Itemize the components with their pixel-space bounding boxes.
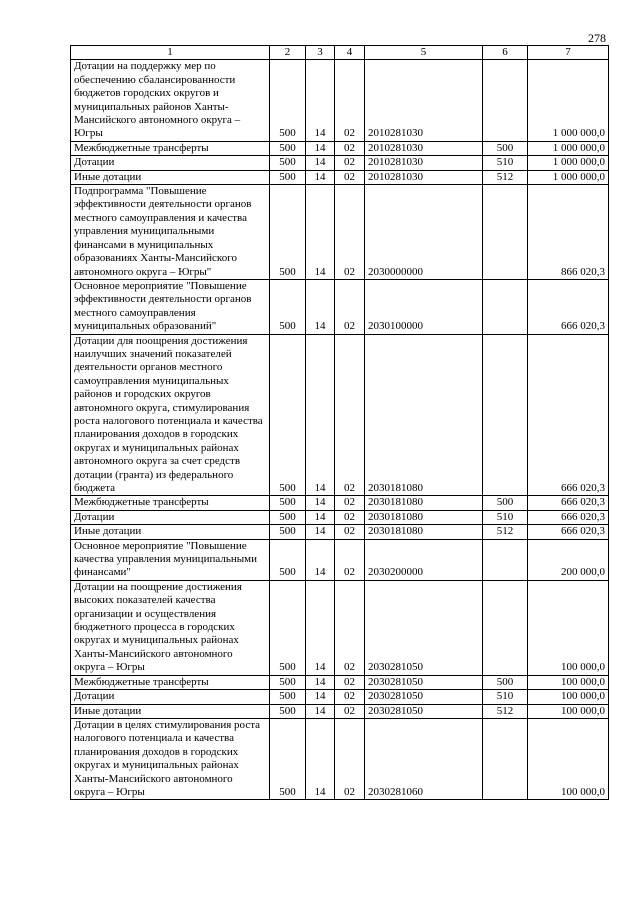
row-subsection-cell: 02 <box>335 141 365 155</box>
row-subsection-cell: 02 <box>335 704 365 718</box>
row-amount-cell: 1 000 000,0 <box>528 141 609 155</box>
row-name-cell: Основное мероприятие "Повышение эффективности деятельности органов местного самоуправления муниципальных образований" <box>71 279 270 334</box>
table-row <box>71 496 609 510</box>
row-target-code-cell: 2010281030 <box>365 170 483 184</box>
row-subsection-cell: 02 <box>335 156 365 170</box>
row-expense-type-cell <box>483 539 528 580</box>
row-amount-cell: 200 000,0 <box>528 539 609 580</box>
row-section-cell: 14 <box>306 141 335 155</box>
table-row <box>71 141 609 155</box>
row-subsection-cell: 02 <box>335 60 365 141</box>
row-section-cell: 14 <box>306 718 335 799</box>
row-amount-cell: 100 000,0 <box>528 675 609 689</box>
row-code-cell: 500 <box>270 539 306 580</box>
column-header: 7 <box>528 46 609 60</box>
row-code-cell: 500 <box>270 580 306 675</box>
row-amount-cell: 1 000 000,0 <box>528 170 609 184</box>
row-amount-cell: 666 020,3 <box>528 334 609 496</box>
row-expense-type-cell: 500 <box>483 141 528 155</box>
row-code-cell: 500 <box>270 690 306 704</box>
row-amount-cell: 666 020,3 <box>528 279 609 334</box>
row-section-cell: 14 <box>306 539 335 580</box>
row-expense-type-cell: 510 <box>483 156 528 170</box>
row-name-cell: Дотации <box>71 156 270 170</box>
table-row <box>71 510 609 524</box>
row-subsection-cell: 02 <box>335 510 365 524</box>
table-row <box>71 170 609 184</box>
row-name-cell: Иные дотации <box>71 170 270 184</box>
row-section-cell: 14 <box>306 156 335 170</box>
row-name-cell: Дотации для поощрения достижения наилучших значений показателей деятельности органов местного самоуправления муниципальных районов и городских округов автономного округа, стимулирования роста налогового потенциала и качества планирования доходов в городских округах и муниципальных районах автономного округа за счет средств дотации (гранта) из федерального бюджета <box>71 334 270 496</box>
row-target-code-cell: 2030281050 <box>365 580 483 675</box>
table-header-row <box>71 46 609 60</box>
row-name-cell: Дотации на поддержку мер по обеспечению сбалансированности бюджетов городских округов и муниципальных районов Ханты-Мансийского автономного округа – Югры <box>71 60 270 141</box>
column-header: 1 <box>71 46 270 60</box>
column-header: 2 <box>270 46 306 60</box>
row-amount-cell: 100 000,0 <box>528 704 609 718</box>
row-name-cell: Дотации <box>71 690 270 704</box>
row-name-cell: Иные дотации <box>71 525 270 539</box>
row-section-cell: 14 <box>306 690 335 704</box>
row-section-cell: 14 <box>306 496 335 510</box>
row-section-cell: 14 <box>306 525 335 539</box>
row-target-code-cell: 2030200000 <box>365 539 483 580</box>
row-section-cell: 14 <box>306 60 335 141</box>
row-target-code-cell: 2030181080 <box>365 510 483 524</box>
row-name-cell: Межбюджетные трансферты <box>71 675 270 689</box>
row-code-cell: 500 <box>270 675 306 689</box>
row-amount-cell: 666 020,3 <box>528 496 609 510</box>
row-code-cell: 500 <box>270 141 306 155</box>
row-subsection-cell: 02 <box>335 525 365 539</box>
row-target-code-cell: 2030281050 <box>365 675 483 689</box>
row-name-cell: Иные дотации <box>71 704 270 718</box>
row-subsection-cell: 02 <box>335 580 365 675</box>
row-target-code-cell: 2030281050 <box>365 704 483 718</box>
table-row <box>71 690 609 704</box>
row-expense-type-cell: 500 <box>483 675 528 689</box>
column-header: 4 <box>335 46 365 60</box>
row-target-code-cell: 2030281050 <box>365 690 483 704</box>
row-code-cell: 500 <box>270 170 306 184</box>
page-number: 278 <box>588 31 606 45</box>
row-subsection-cell: 02 <box>335 279 365 334</box>
row-target-code-cell: 2010281030 <box>365 60 483 141</box>
row-code-cell: 500 <box>270 510 306 524</box>
table-row <box>71 279 609 334</box>
column-header: 5 <box>365 46 483 60</box>
row-code-cell: 500 <box>270 185 306 280</box>
row-section-cell: 14 <box>306 170 335 184</box>
row-section-cell: 14 <box>306 185 335 280</box>
row-expense-type-cell: 510 <box>483 690 528 704</box>
row-amount-cell: 666 020,3 <box>528 525 609 539</box>
row-code-cell: 500 <box>270 704 306 718</box>
row-name-cell: Основное мероприятие "Повышение качества управления муниципальными финансами" <box>71 539 270 580</box>
table-row <box>71 539 609 580</box>
budget-table <box>70 45 609 800</box>
row-section-cell: 14 <box>306 580 335 675</box>
row-expense-type-cell <box>483 279 528 334</box>
row-subsection-cell: 02 <box>335 718 365 799</box>
row-expense-type-cell: 512 <box>483 525 528 539</box>
row-name-cell: Межбюджетные трансферты <box>71 496 270 510</box>
row-subsection-cell: 02 <box>335 675 365 689</box>
table-row <box>71 580 609 675</box>
row-subsection-cell: 02 <box>335 185 365 280</box>
row-expense-type-cell: 512 <box>483 704 528 718</box>
row-section-cell: 14 <box>306 675 335 689</box>
row-code-cell: 500 <box>270 718 306 799</box>
row-expense-type-cell <box>483 718 528 799</box>
row-subsection-cell: 02 <box>335 170 365 184</box>
row-code-cell: 500 <box>270 156 306 170</box>
row-name-cell: Дотации в целях стимулирования роста налогового потенциала и качества планирования доходов в городских округах и муниципальных районах Ханты-Мансийского автономного округа – Югры <box>71 718 270 799</box>
row-target-code-cell: 2010281030 <box>365 141 483 155</box>
row-amount-cell: 1 000 000,0 <box>528 156 609 170</box>
row-section-cell: 14 <box>306 334 335 496</box>
row-target-code-cell: 2030281060 <box>365 718 483 799</box>
table-row <box>71 718 609 799</box>
row-amount-cell: 100 000,0 <box>528 690 609 704</box>
table-row <box>71 334 609 496</box>
row-amount-cell: 100 000,0 <box>528 580 609 675</box>
row-name-cell: Дотации на поощрение достижения высоких показателей качества организации и осуществления бюджетного процесса в городских округах и муниципальных районах Ханты-Мансийского автономного округа – Югры <box>71 580 270 675</box>
row-code-cell: 500 <box>270 334 306 496</box>
table-row <box>71 185 609 280</box>
row-amount-cell: 1 000 000,0 <box>528 60 609 141</box>
table-row <box>71 156 609 170</box>
row-target-code-cell: 2030100000 <box>365 279 483 334</box>
row-amount-cell: 666 020,3 <box>528 510 609 524</box>
row-expense-type-cell <box>483 185 528 280</box>
column-header: 6 <box>483 46 528 60</box>
row-expense-type-cell <box>483 580 528 675</box>
table-row <box>71 525 609 539</box>
row-expense-type-cell: 500 <box>483 496 528 510</box>
table-row <box>71 675 609 689</box>
row-section-cell: 14 <box>306 279 335 334</box>
table-row <box>71 704 609 718</box>
row-expense-type-cell: 512 <box>483 170 528 184</box>
column-header: 3 <box>306 46 335 60</box>
row-code-cell: 500 <box>270 279 306 334</box>
row-subsection-cell: 02 <box>335 496 365 510</box>
row-target-code-cell: 2030000000 <box>365 185 483 280</box>
row-target-code-cell: 2030181080 <box>365 334 483 496</box>
row-expense-type-cell <box>483 60 528 141</box>
row-target-code-cell: 2030181080 <box>365 525 483 539</box>
row-name-cell: Дотации <box>71 510 270 524</box>
row-code-cell: 500 <box>270 525 306 539</box>
row-name-cell: Подпрограмма "Повышение эффективности деятельности органов местного самоуправления и качества управления муниципальными финансами в муниципальных образованиях Ханты-Мансийского автономного округа – Югры" <box>71 185 270 280</box>
row-name-cell: Межбюджетные трансферты <box>71 141 270 155</box>
row-amount-cell: 100 000,0 <box>528 718 609 799</box>
row-code-cell: 500 <box>270 60 306 141</box>
row-subsection-cell: 02 <box>335 690 365 704</box>
row-subsection-cell: 02 <box>335 539 365 580</box>
row-expense-type-cell: 510 <box>483 510 528 524</box>
row-subsection-cell: 02 <box>335 334 365 496</box>
table-row <box>71 60 609 141</box>
row-section-cell: 14 <box>306 704 335 718</box>
row-target-code-cell: 2030181080 <box>365 496 483 510</box>
row-expense-type-cell <box>483 334 528 496</box>
row-target-code-cell: 2010281030 <box>365 156 483 170</box>
row-amount-cell: 866 020,3 <box>528 185 609 280</box>
row-code-cell: 500 <box>270 496 306 510</box>
row-section-cell: 14 <box>306 510 335 524</box>
